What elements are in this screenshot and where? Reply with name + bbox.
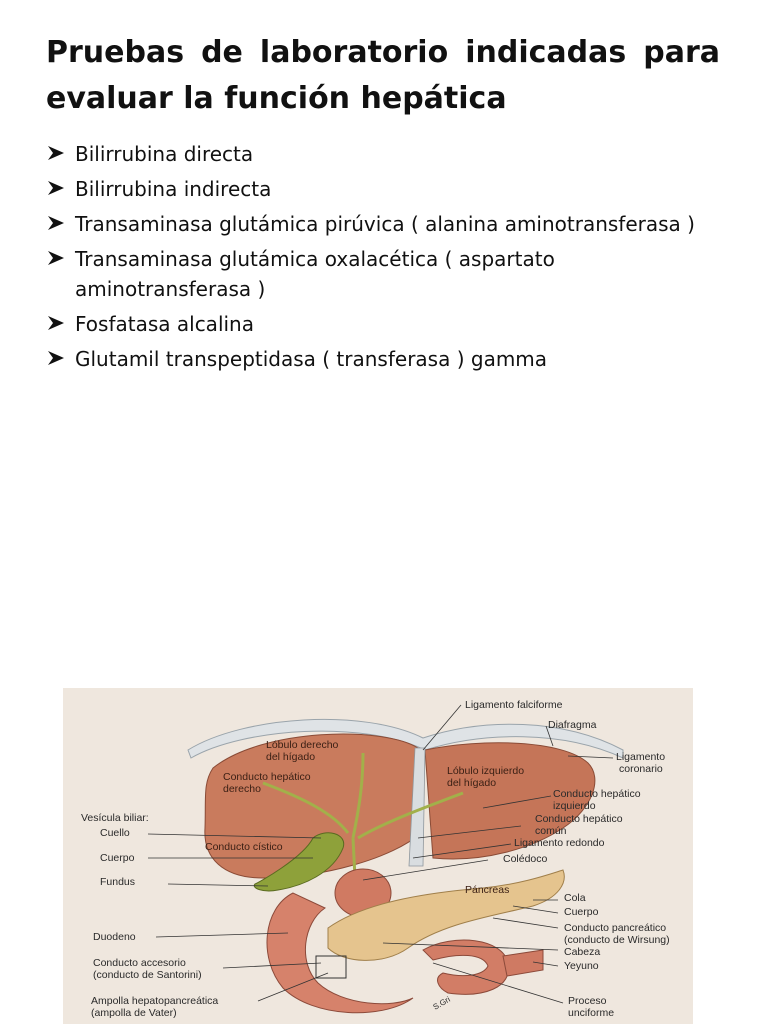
label-conducto-wirsung: (conducto de Wirsung) xyxy=(564,934,670,946)
bullet-item xyxy=(46,309,736,339)
bullet-item xyxy=(46,209,736,239)
label-duodeno: Duodeno xyxy=(93,931,136,943)
arrow-bullet-icon xyxy=(46,143,66,163)
label-conducto-hepatico-izquierdo: Conducto hepático xyxy=(553,788,641,800)
liver-anatomy-illustration xyxy=(63,688,693,1024)
label-cuello: Cuello xyxy=(100,827,130,839)
label-conducto-santorini: (conducto de Santorini) xyxy=(93,969,202,981)
label-lobulo-derecho-2: del hígado xyxy=(266,751,316,763)
label-conducto-pancreatico: Conducto pancreático xyxy=(564,922,667,934)
label-ligamento-coronario-2: coronario xyxy=(619,763,663,775)
bullet-text: Fosfatasa alcalina xyxy=(75,312,254,336)
label-ligamento-coronario: Ligamento xyxy=(616,751,666,763)
bullet-text: Transaminasa glutámica pirúvica ( alanina aminotransferasa ) xyxy=(75,212,695,236)
label-cola: Cola xyxy=(564,892,586,904)
bullet-item xyxy=(46,244,736,304)
label-ligamento-redondo: Ligamento redondo xyxy=(514,837,605,849)
label-conducto-hepatico-derecho: Conducto hepático xyxy=(223,771,311,783)
label-vesicula-biliar: Vesícula biliar: xyxy=(81,812,149,824)
label-fundus: Fundus xyxy=(100,876,136,888)
label-conducto-cistico: Conducto cístico xyxy=(205,841,283,853)
arrow-bullet-icon xyxy=(46,248,66,268)
label-lobulo-izquierdo: Lóbulo izquierdo xyxy=(447,765,525,777)
bullet-item xyxy=(46,139,736,169)
label-conducto-hepatico-comun-2: común xyxy=(535,825,567,837)
label-conducto-hepatico-derecho-2: derecho xyxy=(223,783,261,795)
label-lobulo-izquierdo-2: del hígado xyxy=(447,777,497,789)
label-conducto-hepatico-izquierdo-2: izquierdo xyxy=(553,800,596,812)
label-conducto-accesorio: Conducto accesorio xyxy=(93,957,186,969)
bullet-list xyxy=(46,139,736,379)
label-pancreas: Páncreas xyxy=(465,884,510,896)
bullet-text: Bilirrubina indirecta xyxy=(75,177,272,201)
bullet-item xyxy=(46,174,736,204)
label-ligamento-falciforme: Ligamento falciforme xyxy=(465,699,563,711)
label-coledoco: Colédoco xyxy=(503,853,548,865)
label-lobulo-derecho: Lóbulo derecho xyxy=(266,739,339,751)
bullet-text: Transaminasa glutámica oxalacética ( aspartato aminotransferasa ) xyxy=(75,247,555,301)
arrow-bullet-icon xyxy=(46,313,66,333)
label-cuerpo-vesicula: Cuerpo xyxy=(100,852,135,864)
label-cuerpo-pancreas: Cuerpo xyxy=(564,906,599,918)
bullet-text: Bilirrubina directa xyxy=(75,142,254,166)
label-diafragma: Diafragma xyxy=(548,719,597,731)
label-ampolla-vater: (ampolla de Vater) xyxy=(91,1007,177,1019)
slide-title: Pruebas de laboratorio indicadas para evaluar la función hepática xyxy=(46,35,720,116)
bullet-item xyxy=(46,344,736,374)
bullet-text: Glutamil transpeptidasa ( transferasa ) gamma xyxy=(75,347,548,371)
arrow-bullet-icon xyxy=(46,178,66,198)
illustrator-signature: S.Gri xyxy=(431,994,452,1012)
label-conducto-hepatico-comun: Conducto hepático xyxy=(535,813,623,825)
arrow-bullet-icon xyxy=(46,213,66,233)
liver-anatomy-figure xyxy=(63,688,693,1024)
label-cabeza: Cabeza xyxy=(564,946,601,958)
label-proceso-unciforme: Proceso xyxy=(568,995,607,1007)
arrow-bullet-icon xyxy=(46,348,66,368)
label-proceso-unciforme-2: unciforme xyxy=(568,1007,615,1019)
label-yeyuno: Yeyuno xyxy=(564,960,599,972)
label-ampolla-hepatopancreatica: Ampolla hepatopancreática xyxy=(91,995,219,1007)
